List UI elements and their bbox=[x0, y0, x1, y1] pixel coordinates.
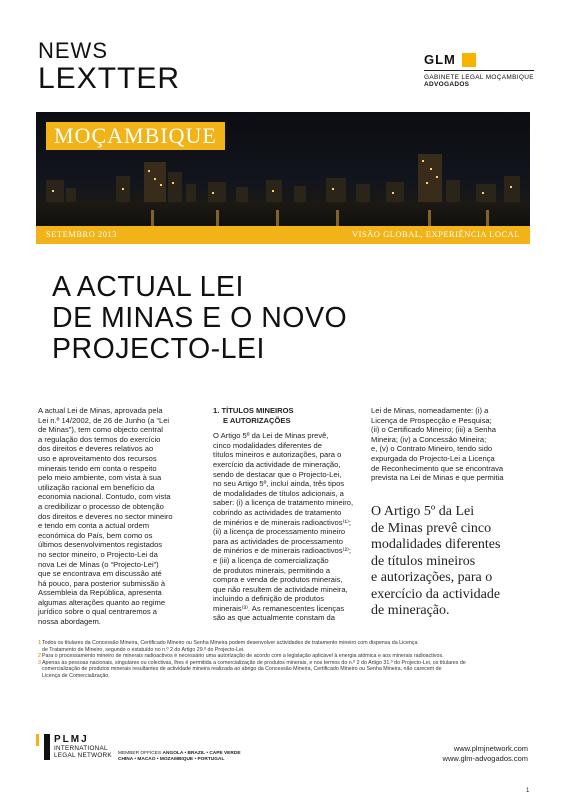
footnote-line: comercialização de produtos minerais resultantes de actividade mineira realizada ao abrigo da Concessão Mineira, Certificado Mineiro ou Senha Mineira, não carecem de bbox=[42, 666, 442, 673]
body-line: de Reconhecimento que se encontrava bbox=[371, 463, 504, 473]
body-line: de modalidades de títulos adicionais, a bbox=[213, 488, 344, 498]
body-line: no sector mineiro, o Projecto-Lei da bbox=[38, 549, 158, 559]
footnote-line: Licença de Comercialização. bbox=[42, 672, 110, 679]
article-headline bbox=[52, 272, 347, 365]
body-line: cobrindo as actividades de tratamento bbox=[213, 507, 342, 517]
newsletter-brand bbox=[38, 40, 180, 94]
body-line: uso e aproveitamento dos recursos bbox=[38, 453, 157, 463]
banner-strip bbox=[36, 226, 530, 244]
brand-line-2: LEXTTER bbox=[38, 62, 181, 95]
footnote-line: Apenas às pessoas nacionais, singulares ou colectivas, lhes é permitida a comercialização de produtos minerais, e nos termos do n.º 2 do Artigo 31.º do Projecto-Lei, os titulares de bbox=[42, 659, 466, 666]
network-line-2: LEGAL NETWORK bbox=[54, 752, 112, 760]
body-line: e (iii) a licença de comercialização bbox=[213, 555, 329, 565]
body-line: para as actividades de processamento bbox=[213, 536, 344, 546]
body-line: prevista na Lei de Minas e que permitia bbox=[371, 473, 504, 483]
footer-links bbox=[428, 744, 528, 764]
body-line: jurídico sobre o qual centraremos a bbox=[38, 607, 158, 617]
firm-acronym: GLM bbox=[424, 52, 456, 67]
headline-line-2: DE MINAS E O NOVO bbox=[52, 302, 348, 334]
body-line: títulos mineiros e autorizações, para o bbox=[213, 450, 342, 460]
section-title-line-2: E AUTORIZAÇÕES bbox=[223, 415, 291, 425]
logo-square-icon bbox=[462, 53, 476, 67]
body-line: O Artigo 5º da Lei de Minas prevê, bbox=[213, 431, 329, 441]
network-logo bbox=[36, 734, 112, 760]
body-line: de minérios e de minerais radioactivos⁽¹⁾; bbox=[213, 517, 351, 527]
pull-quote-line: exercício da actividade bbox=[371, 586, 501, 602]
body-line: (ii) o Certificado Mineiro; (iii) a Senha bbox=[371, 425, 496, 435]
body-line: economia nacional. Contudo, com vista bbox=[38, 492, 171, 502]
body-line: que se encontrava em discussão até bbox=[38, 569, 162, 579]
footnote-marker: 1 bbox=[38, 640, 41, 646]
body-line: económica do País, bem como os bbox=[38, 530, 153, 540]
body-line: cinco modalidades diferentes de bbox=[213, 440, 322, 450]
body-line: e tendo em conta a actual ordem bbox=[38, 521, 150, 531]
body-line: utilização racional em benefício da bbox=[38, 482, 155, 492]
pull-quote-line: O Artigo 5º da Lei bbox=[371, 504, 475, 519]
country-title-box bbox=[46, 122, 225, 150]
body-line: dos direitos e deveres relativos ao bbox=[38, 444, 154, 454]
network-line-1: INTERNATIONAL bbox=[54, 745, 108, 752]
pull-quote-line: de Minas prevê cinco bbox=[371, 520, 492, 536]
headline-line-1: A ACTUAL LEI bbox=[52, 271, 244, 303]
footnote bbox=[38, 640, 528, 653]
body-line: Licença de Prospecção e Pesquisa; bbox=[371, 415, 492, 425]
article-column-3 bbox=[371, 406, 519, 483]
country-title: MOÇAMBIQUE bbox=[54, 123, 217, 148]
logo-divider bbox=[424, 70, 534, 71]
section-number: 1. bbox=[213, 406, 220, 415]
body-line: pelo meio ambiente, com vista à sua bbox=[38, 473, 162, 483]
body-line: Lei de Minas, nomeadamente: (i) a bbox=[371, 406, 489, 415]
body-line: que não resultem de actividade mineira, bbox=[213, 584, 348, 594]
body-line: Assembleia da República, apresenta bbox=[38, 588, 162, 598]
page-number: 1 bbox=[526, 788, 530, 794]
body-line: saber: (i) a licença de tratamento mineiro, bbox=[213, 498, 354, 508]
member-offices bbox=[118, 751, 241, 763]
firm-name: GABINETE LEGAL MOÇAMBIQUE bbox=[424, 74, 534, 81]
section-heading bbox=[213, 406, 361, 425]
section-title-line-1: TÍTULOS MINEIROS bbox=[221, 406, 294, 415]
headline-line-3: PROJECTO-LEI bbox=[52, 333, 265, 365]
footnotes bbox=[38, 640, 528, 680]
body-line: (ii) a licença de processamento mineiro bbox=[213, 527, 346, 537]
firm-type: ADVOGADOS bbox=[424, 81, 470, 88]
tagline: VISÃO GLOBAL, EXPERIÊNCIA LOCAL bbox=[351, 229, 520, 239]
body-line: Mineira; (iv) a Concessão Mineira; bbox=[371, 434, 487, 444]
city-skyline-banner bbox=[36, 112, 530, 242]
body-line: sendo de destacar que o Projecto-Lei, bbox=[213, 469, 342, 479]
footnote bbox=[38, 660, 528, 680]
body-line: de produtos minerais, permitindo a bbox=[213, 565, 330, 575]
pull-quote bbox=[371, 504, 521, 620]
network-url-link[interactable]: www.plmjnetwork.com bbox=[453, 744, 528, 753]
network-acronym: PLMJ bbox=[54, 734, 89, 745]
body-line: nova Lei de Minas (o “Projecto-Lei”) bbox=[38, 559, 159, 569]
offices-line-2: CHINA • MACAO • MOZAMBIQUE • PORTUGAL bbox=[118, 757, 225, 763]
pull-quote-line: e autorizações, para o bbox=[371, 570, 493, 585]
article-column-1 bbox=[38, 406, 188, 627]
body-line: exercício da actividade de mineração, bbox=[213, 459, 341, 469]
footnote-line: Para o processamento mineiro de minerais radioactivos é necessário uma autorização de acordo com a legislação aplicável à energia atómica e aos minerais radioactivos. bbox=[42, 653, 444, 660]
body-line: e, (v) o Contrato Mineiro, tendo sido bbox=[371, 444, 493, 454]
body-line: expurgada do Projecto-Lei a Licença bbox=[371, 453, 495, 463]
pull-quote-line: modalidades diferentes bbox=[371, 537, 501, 552]
body-line: incluindo a definição de produtos bbox=[213, 594, 325, 604]
footnote-marker: 3 bbox=[38, 659, 41, 666]
body-line: últimos desenvolvimentos registados bbox=[38, 540, 163, 550]
body-line: a credibilizar o processo de obtenção bbox=[38, 501, 164, 511]
body-line: algumas alterações quanto ao regime bbox=[38, 597, 166, 607]
footnote-marker: 2 bbox=[38, 653, 41, 660]
firm-url-link[interactable]: www.glm-advogados.com bbox=[442, 754, 528, 763]
body-line: a regulação dos termos do exercício bbox=[38, 434, 161, 444]
pull-quote-line: de mineração. bbox=[371, 603, 450, 618]
body-line: Lei n.º 14/2002, de 26 de Junho (a “Lei bbox=[38, 415, 170, 425]
offices-label: MEMBER OFFICES bbox=[118, 751, 162, 756]
footnote-line: de Tratamento de Mineiro, segundo o estatuído no n.º 2 do Artigo 29.º do Projecto-Lei. bbox=[42, 646, 245, 653]
footnote bbox=[38, 653, 528, 660]
pull-quote-line: de títulos mineiros bbox=[371, 553, 476, 569]
brand-line-1: NEWS bbox=[38, 38, 108, 63]
body-line: no seu Artigo 5º, incluí ainda, três tipos bbox=[213, 479, 345, 489]
article-column-2 bbox=[213, 406, 361, 623]
logo-accent-icon bbox=[36, 734, 39, 746]
body-line: nossa abordagem. bbox=[38, 617, 101, 627]
body-line: são as que actualmente constam da bbox=[213, 613, 335, 623]
body-line: há pouco, para posterior submissão à bbox=[38, 578, 166, 588]
body-line: de minérios e de minerais radioactivos⁽²⁾; bbox=[213, 546, 351, 556]
logo-bar-icon bbox=[44, 734, 50, 760]
body-line: de Minas”), tem como objecto central bbox=[38, 425, 163, 435]
body-line: minerais⁽³⁾. As remanescentes licenças bbox=[213, 603, 345, 613]
body-line: A actual Lei de Minas, aprovada pela bbox=[38, 406, 163, 415]
body-line: minerais tendo em conta o respeito bbox=[38, 463, 157, 473]
offices-line-1: ANGOLA • BRAZIL • CAPE VERDE bbox=[162, 751, 241, 756]
firm-logo bbox=[424, 52, 536, 88]
footnote-line: Todos os titulares da Concessão Mineira, Certificado Mineiro ou Senha Mineira podem desenvolver actividades de tratamento mineiro com dispensa da Licença bbox=[42, 640, 418, 646]
body-line: dos direitos e deveres no sector mineiro bbox=[38, 511, 173, 521]
body-line: compra e venda de produtos minerais, bbox=[213, 575, 343, 585]
issue-date: SETEMBRO 2013 bbox=[46, 229, 117, 239]
